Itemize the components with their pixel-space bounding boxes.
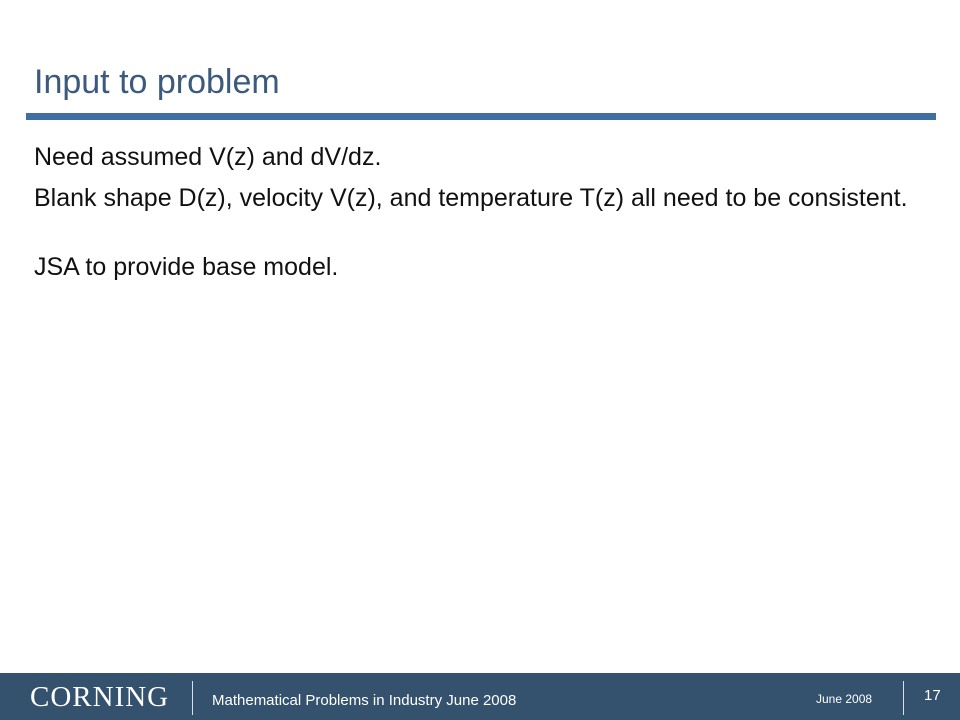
footer-conference-text: Mathematical Problems in Industry June 2008 xyxy=(212,692,517,709)
footer-bar xyxy=(0,673,960,720)
body-paragraph-2: Blank shape D(z), velocity V(z), and temperature T(z) all need to be consistent. xyxy=(34,184,908,212)
page-number: 17 xyxy=(924,687,941,704)
slide-title: Input to problem xyxy=(34,63,280,101)
footer-divider-left xyxy=(192,681,193,715)
slide-body xyxy=(34,140,914,291)
body-paragraph-3: JSA to provide base model. xyxy=(34,253,339,281)
body-paragraph-1: Need assumed V(z) and dV/dz. xyxy=(34,143,382,171)
corning-logo: CORNING xyxy=(30,681,170,713)
footer-date: June 2008 xyxy=(816,692,873,706)
title-underline xyxy=(26,113,936,120)
footer-divider-right xyxy=(903,681,904,715)
